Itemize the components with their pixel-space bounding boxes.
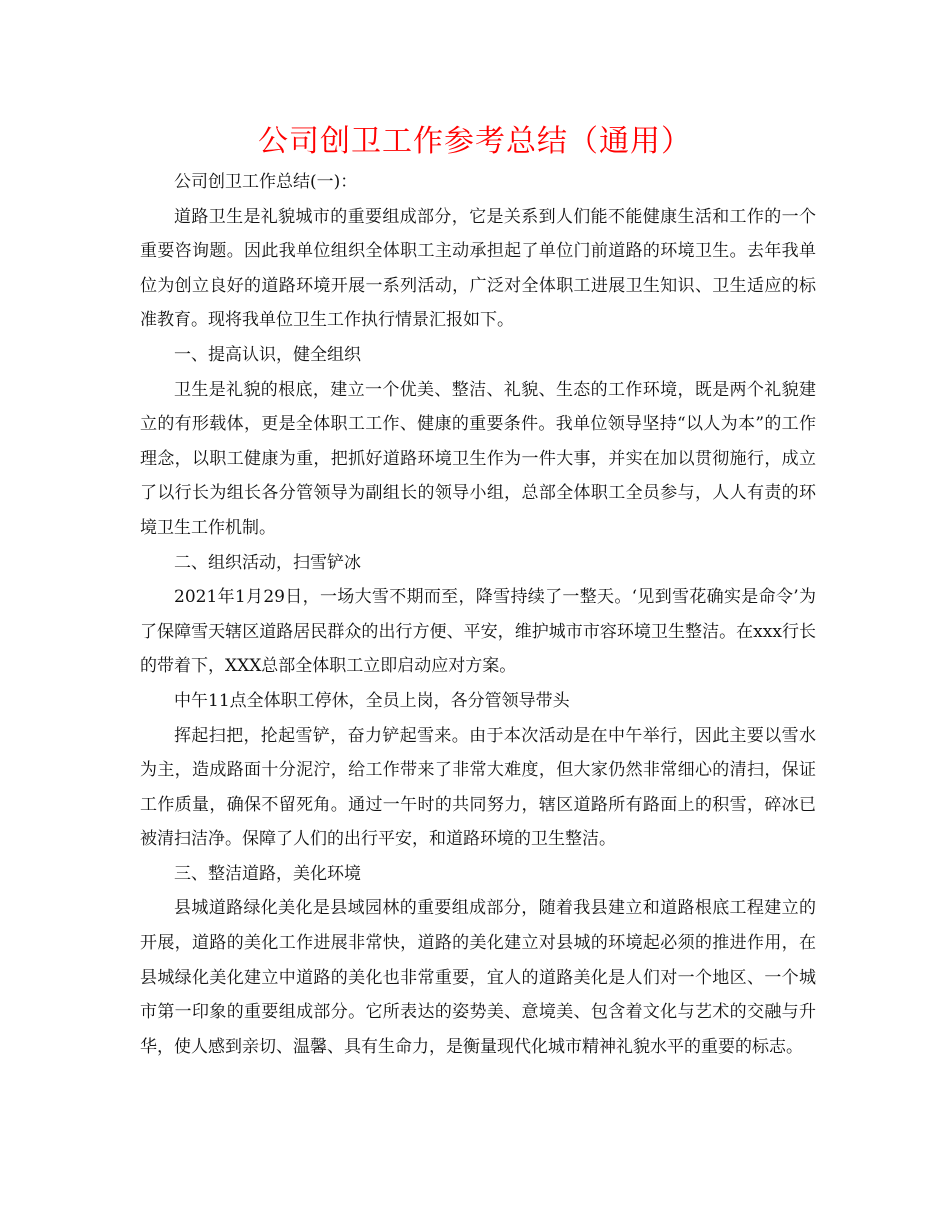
- paragraph: 县城道路绿化美化是县域园林的重要组成部分，随着我县建立和道路根底工程建立的开展，道路的美化工作进展非常快，道路的美化建立对县城的环境起必须的推进作用，在县城绿化美化建立中道路的美化也非常重要，宜人的道路美化是人们对一个地区、一个城市第一印象的重要组成部分。它所表达的姿势美、意境美、包含着文化与艺术的交融与升华，使人感到亲切、温馨、具有生命力，是衡量现代化城市精神礼貌水平的重要的标志。: [140, 898, 816, 1057]
- section-heading-1: 一、提高认识，健全组织: [174, 344, 361, 365]
- paragraph: 2021年1月29日，一场大雪不期而至，降雪持续了一整天。‘见到雪花确实是命令’为了保障雪天辖区道路居民群众的出行方便、平安，维护城市市容环境卫生整洁。在xxx行长的带着下，XXX总部全体职工立即启动应对方案。: [140, 587, 816, 677]
- paragraph: 挥起扫把，抡起雪铲，奋力铲起雪来。由于本次活动是在中午举行，因此主要以雪水为主，造成路面十分泥泞，给工作带来了非常大难度，但大家仍然非常细心的清扫，保证工作质量，确保不留死角。通过一午时的共同努力，辖区道路所有路面上的积雪，碎冰已被清扫洁净。保障了人们的出行平安，和道路环境的卫生整洁。: [140, 725, 816, 850]
- paragraph: 中午11点全体职工停休，全员上岗，各分管领导带头: [174, 690, 570, 711]
- intro-heading: 公司创卫工作总结(一)：: [174, 172, 358, 192]
- document-body: [140, 165, 816, 1064]
- section-heading-3: 三、整洁道路，美化环境: [174, 863, 361, 884]
- document-title: 公司创卫工作参考总结（通用）: [258, 124, 692, 159]
- paragraph: 卫生是礼貌的根底，建立一个优美、整洁、礼貌、生态的工作环境，既是两个礼貌建立的有形载体，更是全体职工工作、健康的重要条件。我单位领导坚持“以人为本”的工作理念，以职工健康为重，把抓好道路环境卫生作为一件大事，并实在加以贯彻施行，成立了以行长为组长各分管领导为副组长的领导小组，总部全体职工全员参与，人人有责的环境卫生工作机制。: [140, 379, 816, 538]
- section-heading-2: 二、组织活动，扫雪铲冰: [174, 552, 361, 573]
- paragraph: 道路卫生是礼貌城市的重要组成部分，它是关系到人们能不能健康生活和工作的一个重要咨询题。因此我单位组织全体职工主动承担起了单位门前道路的环境卫生。去年我单位为创立良好的道路环境开展一系列活动，广泛对全体职工进展卫生知识、卫生适应的标准教育。现将我单位卫生工作执行情景汇报如下。: [140, 206, 816, 331]
